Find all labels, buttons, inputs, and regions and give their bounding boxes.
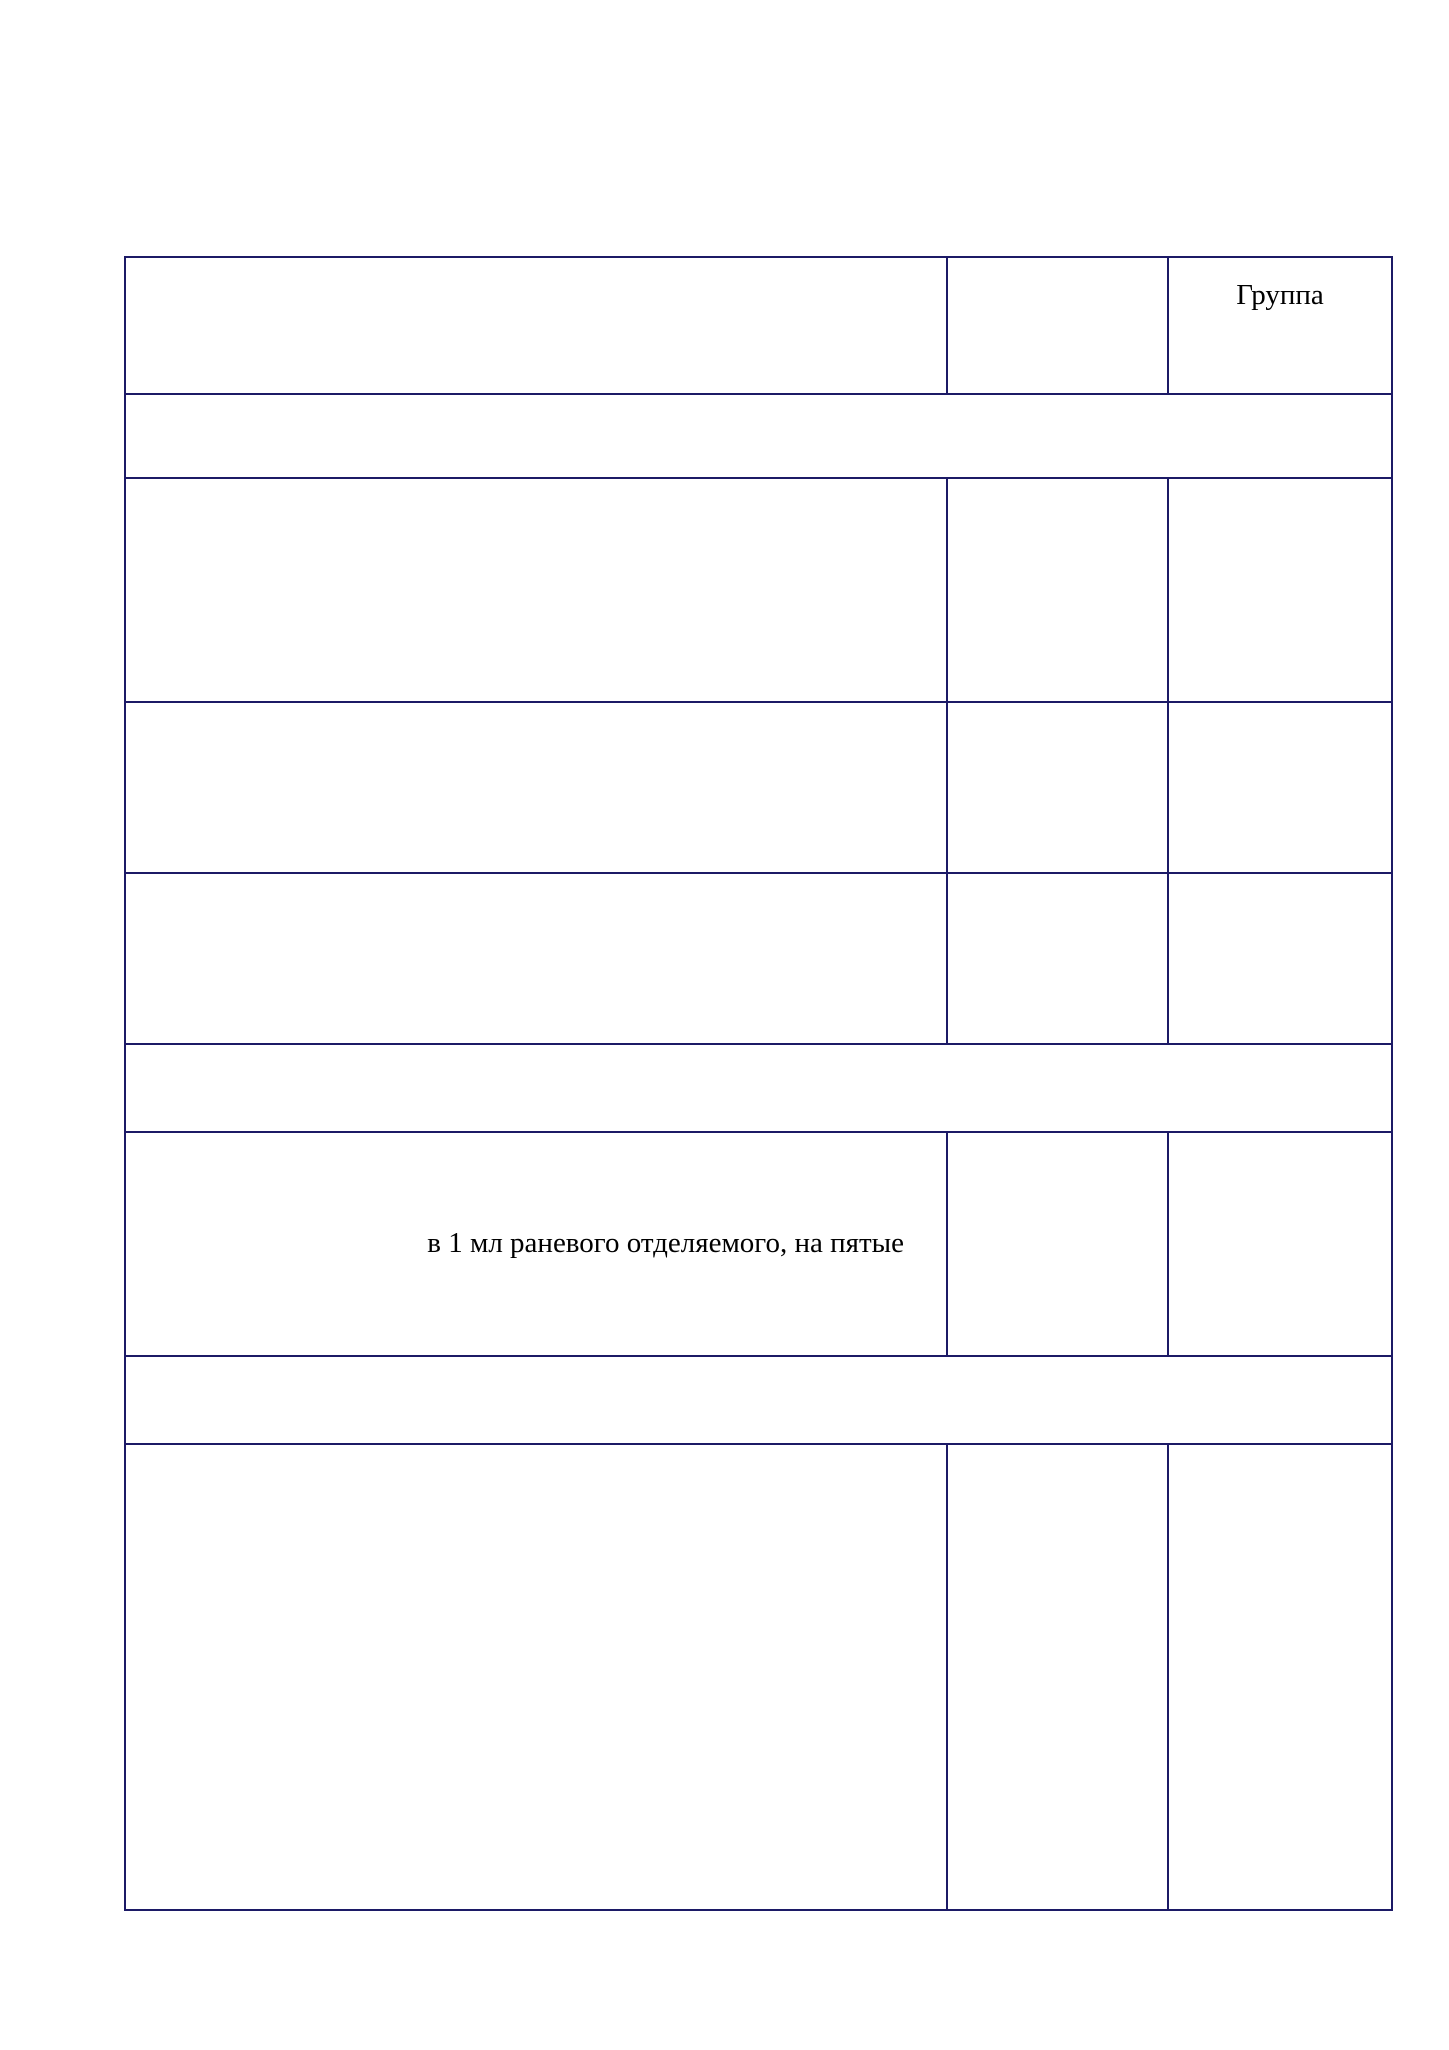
table-cell bbox=[1168, 478, 1392, 702]
table-cell bbox=[947, 478, 1168, 702]
table-row bbox=[125, 1132, 1392, 1356]
table-cell bbox=[947, 1132, 1168, 1356]
table-cell bbox=[125, 873, 947, 1044]
table-section-row bbox=[125, 394, 1392, 478]
table-section-row bbox=[125, 1356, 1392, 1444]
header-cell-group bbox=[1168, 257, 1392, 394]
table-row bbox=[125, 702, 1392, 873]
table-cell bbox=[1168, 1132, 1392, 1356]
header-cell-1 bbox=[125, 257, 947, 394]
section-cell bbox=[125, 1044, 1392, 1132]
table-cell bbox=[1168, 702, 1392, 873]
table-cell bbox=[947, 1444, 1168, 1910]
table-cell bbox=[125, 1444, 947, 1910]
section-cell bbox=[125, 394, 1392, 478]
table-section-row bbox=[125, 1044, 1392, 1132]
table-row bbox=[125, 1444, 1392, 1910]
header-cell-2 bbox=[947, 257, 1168, 394]
cell-text-wound-fluid: в 1 мл раневого отделяемого, на пятые bbox=[427, 1227, 904, 1259]
table-cell bbox=[1168, 873, 1392, 1044]
table-row bbox=[125, 478, 1392, 702]
section-cell bbox=[125, 1356, 1392, 1444]
header-group-label: Группа bbox=[1236, 279, 1324, 311]
table-header-row bbox=[125, 257, 1392, 394]
table-row bbox=[125, 873, 1392, 1044]
table-cell bbox=[947, 702, 1168, 873]
data-table bbox=[124, 256, 1393, 1911]
table-cell bbox=[125, 1132, 947, 1356]
table-cell bbox=[1168, 1444, 1392, 1910]
table-cell bbox=[125, 478, 947, 702]
table-cell bbox=[125, 702, 947, 873]
table-cell bbox=[947, 873, 1168, 1044]
